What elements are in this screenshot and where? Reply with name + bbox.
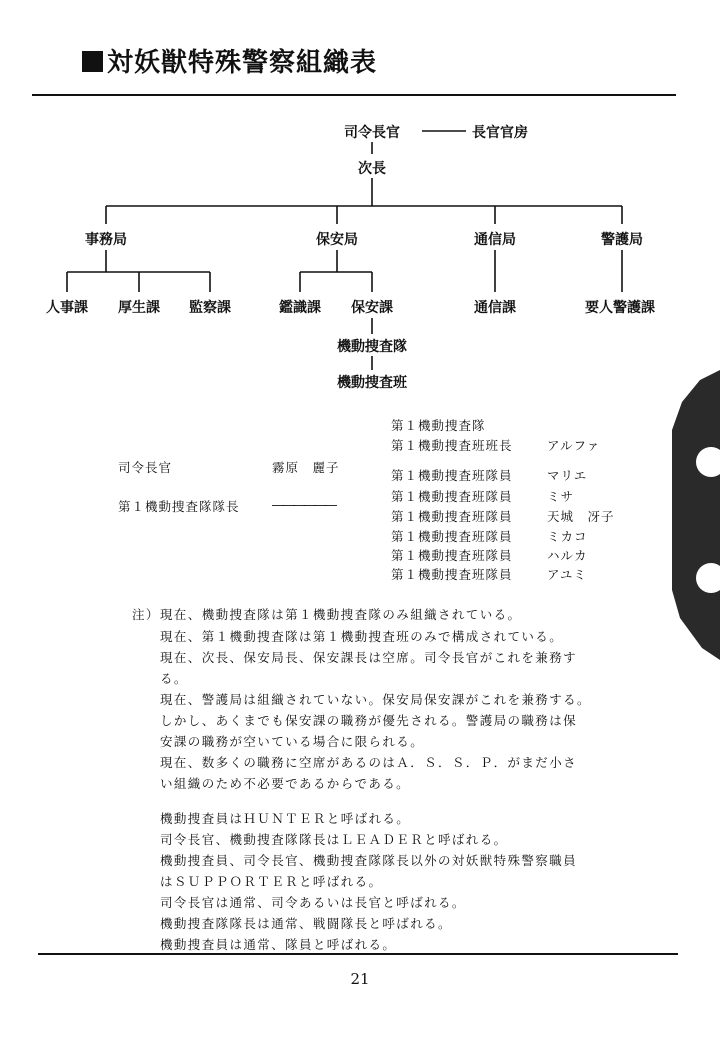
member-role: 第１機動捜査班隊員	[391, 509, 513, 524]
node-section-kansatsu: 監察課	[189, 300, 231, 316]
personnel-left-name: 霧原 麗子	[272, 460, 340, 475]
node-bureau-keigo: 警護局	[601, 232, 643, 248]
member-role: 第１機動捜査班隊員	[391, 489, 513, 504]
callsign-line: はＳＵＰＰＯＲＴＥＲと呼ばれる。	[160, 874, 383, 889]
personnel-left-role: 司令長官	[118, 460, 173, 475]
footer-rule	[38, 953, 678, 955]
member-name: 天城 冴子	[547, 509, 615, 524]
node-section-jinji: 人事課	[46, 300, 88, 316]
node-secretariat: 長官官房	[472, 125, 528, 141]
member-role: 第１機動捜査班隊員	[391, 529, 513, 544]
page-number: 21	[350, 970, 370, 988]
callsign-line: 機動捜査員はＨＵＮＴＥＲと呼ばれる。	[160, 811, 411, 826]
note-line: 現在、次長、保安局長、保安課長は空席。司令長官がこれを兼務す	[160, 650, 578, 665]
member-name: ミサ	[547, 489, 575, 504]
member-name: ミカコ	[547, 529, 588, 544]
member-name: マリエ	[547, 468, 588, 483]
node-team: 機動捜査班	[337, 375, 407, 391]
note-line: 現在、数多くの職務に空席があるのはＡ．Ｓ．Ｓ．Ｐ．がまだ小さ	[160, 755, 578, 770]
callsign-line: 司令長官、機動捜査隊隊長はＬＥＡＤＥＲと呼ばれる。	[160, 832, 508, 847]
member-name: アユミ	[547, 567, 587, 582]
personnel-unit: 第１機動捜査隊	[391, 418, 486, 433]
node-squad: 機動捜査隊	[337, 339, 407, 355]
page-title-text: 対妖獣特殊警察組織表	[107, 48, 378, 78]
note-line: 安課の職務が空いている場合に限られる。	[160, 734, 425, 749]
note-line: しかし、あくまでも保安課の職務が優先される。警護局の職務は保	[160, 713, 578, 728]
member-role: 第１機動捜査班隊員	[391, 548, 513, 563]
member-name: アルファ	[547, 438, 601, 453]
member-role: 第１機動捜査班班長	[391, 438, 513, 453]
node-section-kosei: 厚生課	[118, 300, 160, 316]
member-role: 第１機動捜査班隊員	[391, 468, 513, 483]
member-role: 第１機動捜査班隊員	[391, 567, 513, 582]
callsign-line: 機動捜査隊隊長は通常、戦闘隊長と呼ばれる。	[160, 916, 452, 931]
callsign-line: 機動捜査員、司令長官、機動捜査隊隊長以外の対妖獣特殊警察職員	[160, 853, 578, 868]
node-section-hoanka: 保安課	[351, 300, 393, 316]
callsign-line: 機動捜査員は通常、隊員と呼ばれる。	[160, 937, 397, 952]
node-section-kanshiki: 鑑識課	[279, 300, 321, 316]
node-section-tsushinka: 通信課	[474, 300, 516, 316]
note-line: る。	[160, 671, 188, 686]
personnel-left-role: 第１機動捜査隊隊長	[118, 499, 240, 514]
node-deputy: 次長	[358, 161, 386, 177]
node-commander: 司令長官	[344, 125, 400, 141]
node-bureau-tsushin: 通信局	[474, 232, 516, 248]
note-line: 現在、機動捜査隊は第１機動捜査隊のみ組織されている。	[160, 607, 522, 622]
note-line: 現在、第１機動捜査隊は第１機動捜査班のみで構成されている。	[160, 629, 564, 644]
notes-label: 注）	[132, 607, 160, 622]
binder-tab	[672, 370, 720, 660]
node-section-keigoka: 要人警護課	[585, 300, 655, 316]
note-line: い組織のため不必要であるからである。	[160, 776, 411, 791]
member-name: ハルカ	[547, 548, 588, 563]
node-bureau-jimu: 事務局	[85, 232, 127, 248]
personnel-left-name: ――――――	[272, 497, 335, 512]
callsign-line: 司令長官は通常、司令あるいは長官と呼ばれる。	[160, 895, 466, 910]
node-bureau-hoan: 保安局	[316, 232, 358, 248]
note-line: 現在、警護局は組織されていない。保安局保安課がこれを兼務する。	[160, 692, 591, 707]
